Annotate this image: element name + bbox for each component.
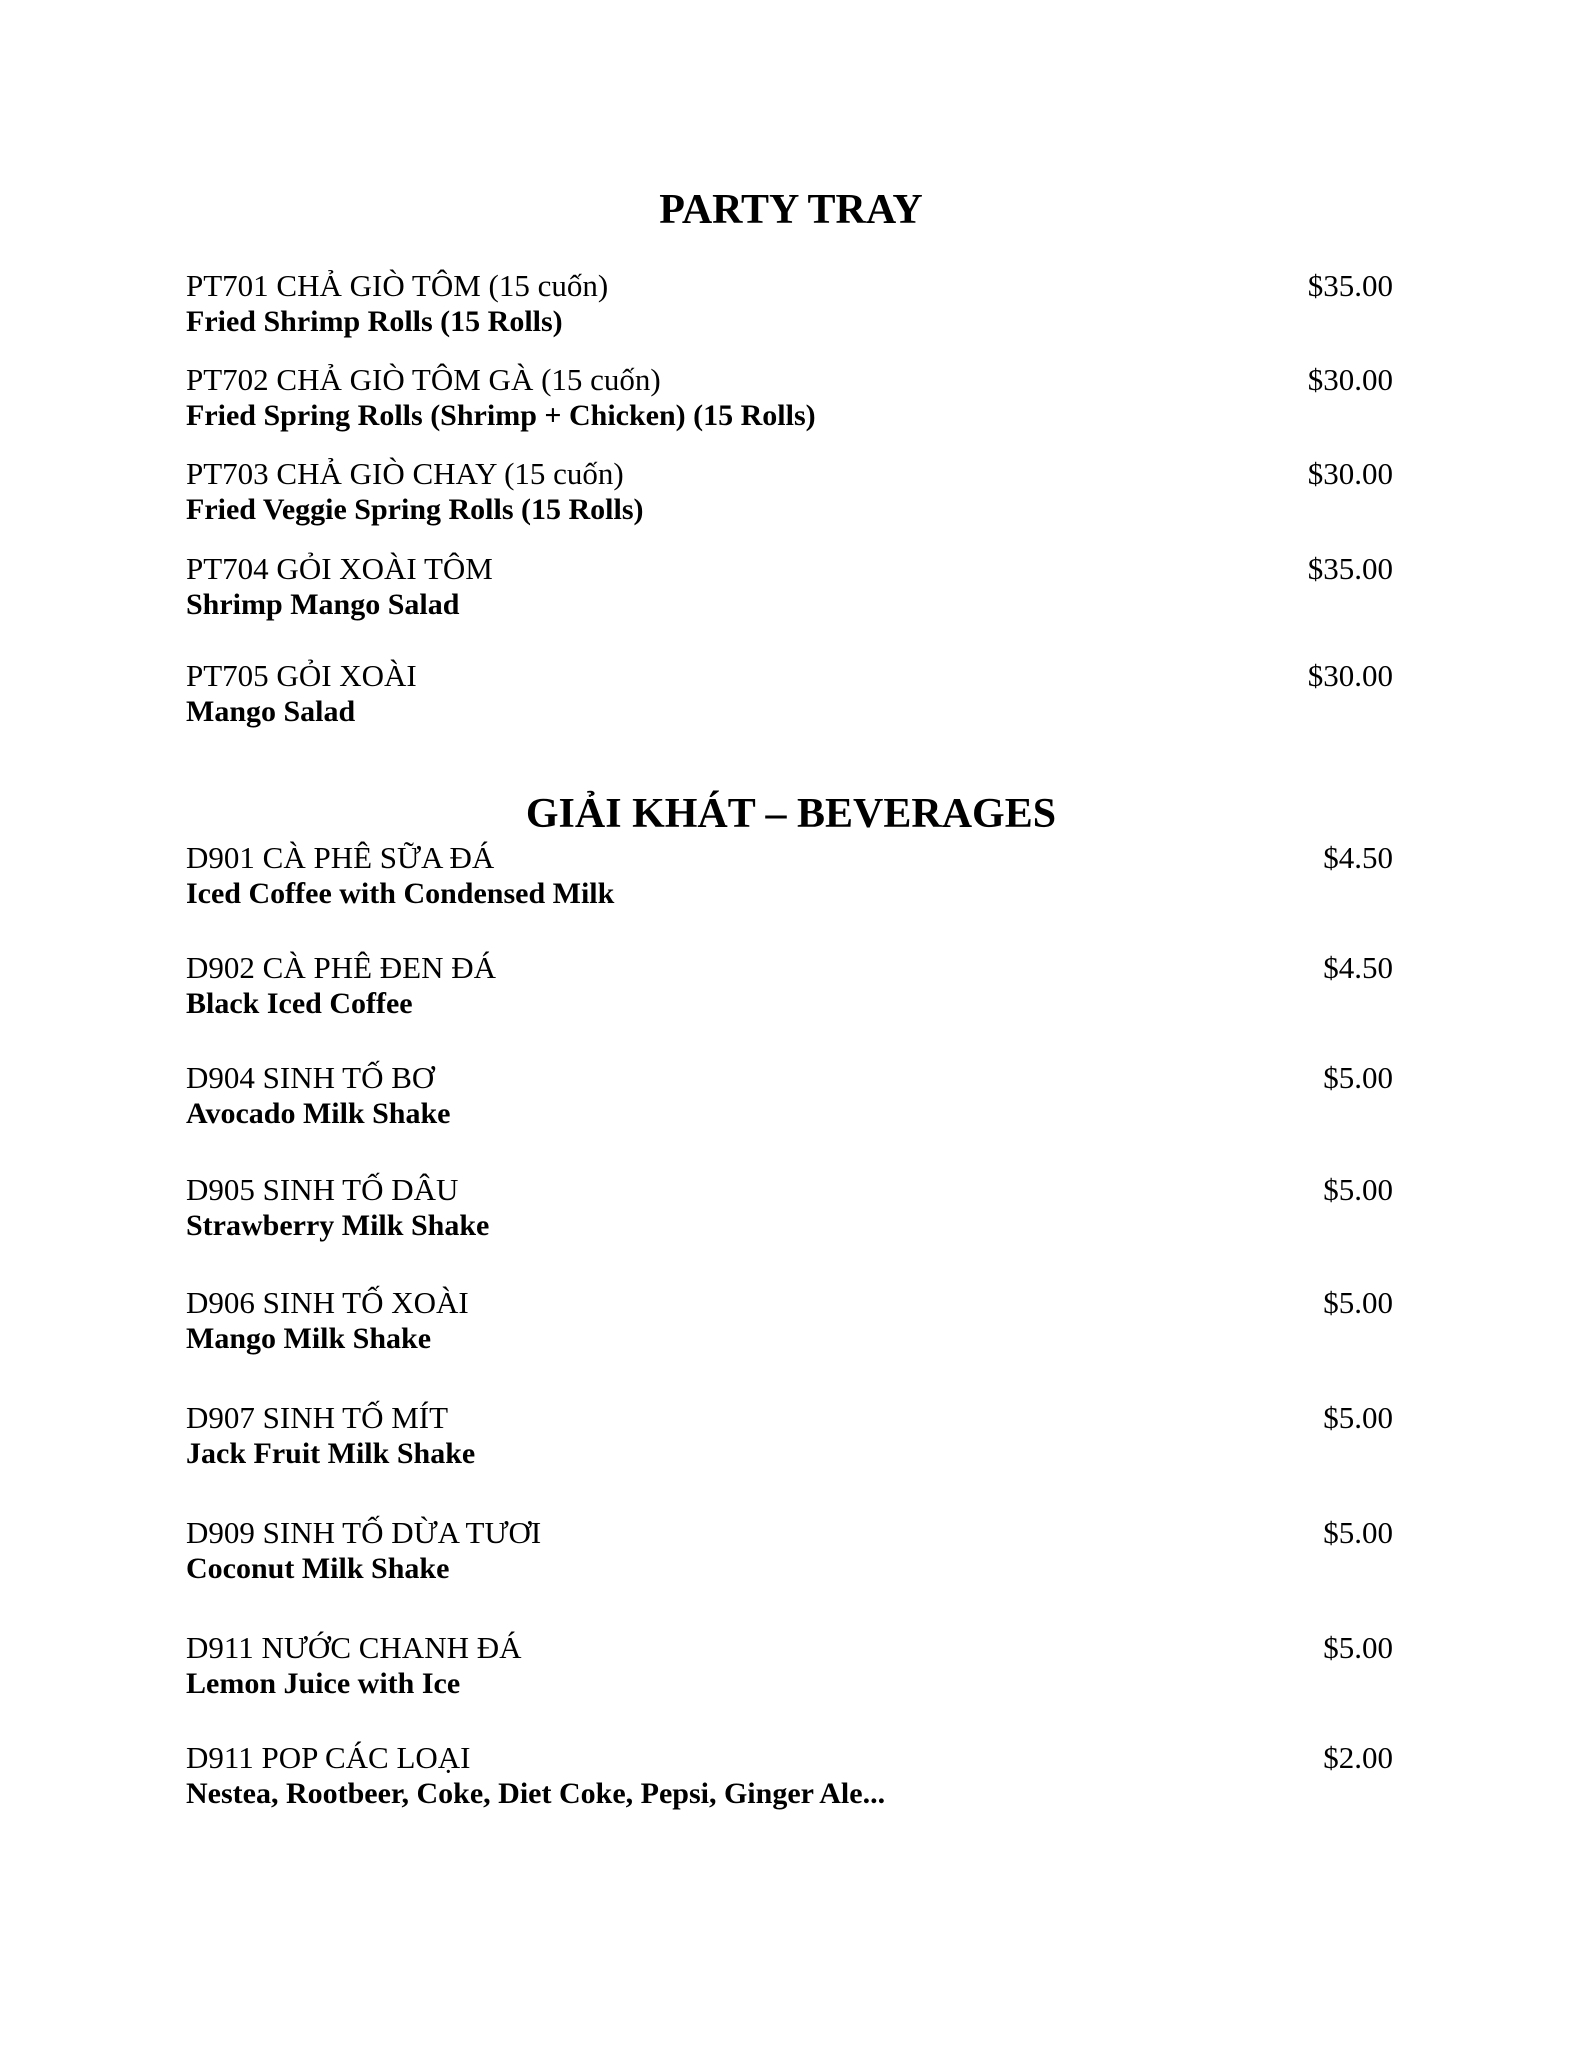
menu-item: [186, 950, 1393, 1022]
item-vietnamese-name: D911 POP CÁC LOẠI: [186, 1740, 471, 1775]
menu-item: [186, 1060, 1393, 1132]
item-vietnamese-name: D902 CÀ PHÊ ĐEN ĐÁ: [186, 950, 496, 985]
item-price: $30.00: [1307, 456, 1393, 491]
item-english-name: Jack Fruit Milk Shake: [186, 1437, 476, 1470]
item-vietnamese-name: D904 SINH TỐ BƠ: [186, 1060, 435, 1095]
item-vietnamese-name: D907 SINH TỐ MÍT: [186, 1400, 449, 1435]
menu-item: [186, 1172, 1393, 1244]
item-english-name: Coconut Milk Shake: [186, 1552, 450, 1585]
item-english-name: Fried Spring Rolls (Shrimp + Chicken) (15 Rolls): [186, 399, 816, 432]
menu-item: [186, 268, 1393, 340]
item-price: $4.50: [1323, 840, 1393, 875]
item-price: $5.00: [1323, 1630, 1393, 1665]
item-price: $4.50: [1323, 950, 1393, 985]
item-english-name: Shrimp Mango Salad: [186, 588, 460, 621]
item-vietnamese-name: D906 SINH TỐ XOÀI: [186, 1285, 469, 1320]
menu-item: [186, 1740, 1393, 1812]
item-english-name: Fried Shrimp Rolls (15 Rolls): [186, 305, 563, 338]
item-english-name: Iced Coffee with Condensed Milk: [186, 877, 615, 910]
item-vietnamese-name: PT702 CHẢ GIÒ TÔM GÀ (15 cuốn): [186, 362, 661, 397]
item-english-name: Lemon Juice with Ice: [186, 1667, 461, 1700]
item-price: $5.00: [1323, 1515, 1393, 1550]
item-price: $2.00: [1323, 1740, 1393, 1775]
party-tray-heading: PARTY TRAY: [659, 187, 923, 233]
item-vietnamese-name: PT701 CHẢ GIÒ TÔM (15 cuốn): [186, 268, 609, 303]
menu-item: [186, 658, 1393, 730]
menu-item: [186, 1285, 1393, 1357]
menu-item: [186, 840, 1393, 912]
item-vietnamese-name: D901 CÀ PHÊ SỮA ĐÁ: [186, 840, 495, 875]
menu-item: [186, 1515, 1393, 1587]
menu-item: [186, 551, 1393, 623]
item-price: $5.00: [1323, 1400, 1393, 1435]
item-price: $35.00: [1307, 551, 1393, 586]
item-price: $5.00: [1323, 1172, 1393, 1207]
item-vietnamese-name: PT704 GỎI XOÀI TÔM: [186, 551, 493, 586]
menu-item: [186, 456, 1393, 528]
menu-item: [186, 1630, 1393, 1702]
item-english-name: Fried Veggie Spring Rolls (15 Rolls): [186, 493, 644, 526]
item-price: $5.00: [1323, 1060, 1393, 1095]
item-english-name: Avocado Milk Shake: [186, 1097, 451, 1130]
item-english-name: Mango Milk Shake: [186, 1322, 432, 1355]
item-english-name: Nestea, Rootbeer, Coke, Diet Coke, Pepsi, Ginger Ale...: [186, 1777, 886, 1810]
menu-item: [186, 1400, 1393, 1472]
item-vietnamese-name: D909 SINH TỐ DỪA TƯƠI: [186, 1515, 542, 1550]
item-price: $5.00: [1323, 1285, 1393, 1320]
beverages-heading: GIẢI KHÁT – BEVERAGES: [525, 791, 1057, 837]
item-price: $30.00: [1307, 362, 1393, 397]
item-english-name: Black Iced Coffee: [186, 987, 413, 1020]
item-vietnamese-name: D905 SINH TỐ DÂU: [186, 1172, 459, 1207]
item-vietnamese-name: PT703 CHẢ GIÒ CHAY (15 cuốn): [186, 456, 624, 491]
item-price: $35.00: [1307, 268, 1393, 303]
item-price: $30.00: [1307, 658, 1393, 693]
item-english-name: Mango Salad: [186, 695, 356, 728]
item-vietnamese-name: D911 NƯỚC CHANH ĐÁ: [186, 1630, 522, 1665]
item-english-name: Strawberry Milk Shake: [186, 1209, 490, 1242]
menu-item: [186, 362, 1393, 434]
item-vietnamese-name: PT705 GỎI XOÀI: [186, 658, 417, 693]
